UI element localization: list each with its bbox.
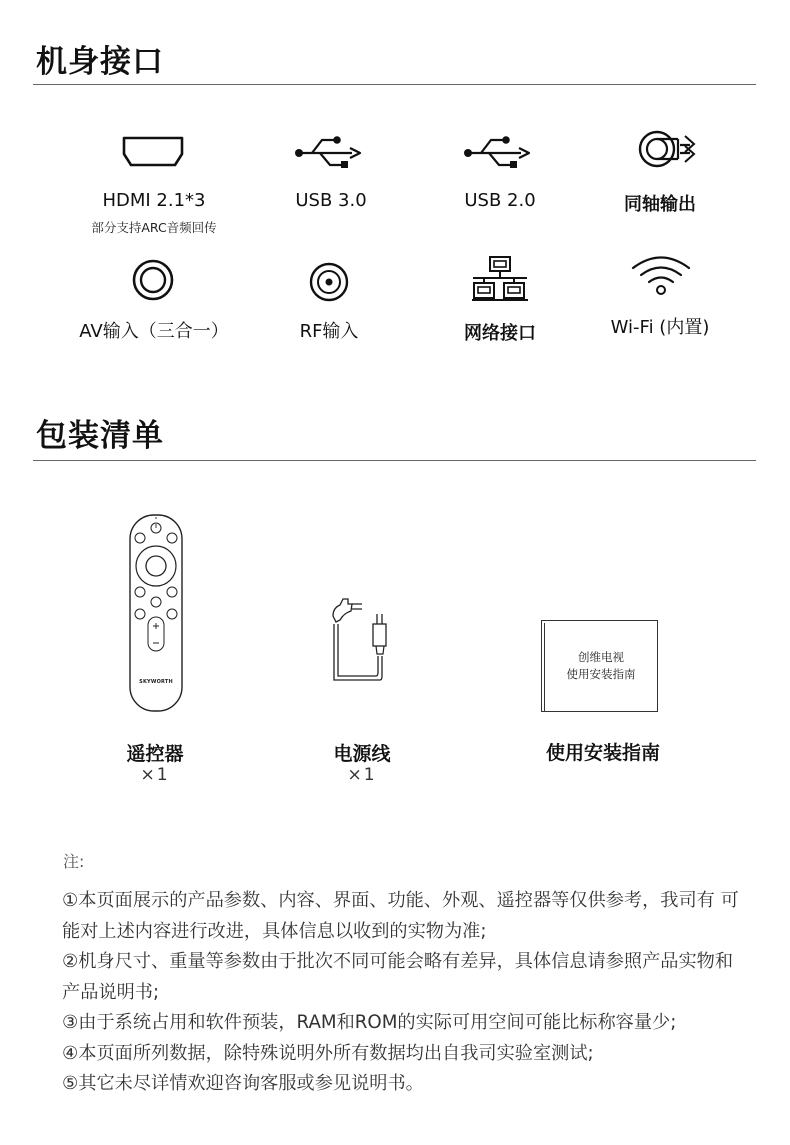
notes-heading: 注: [63,852,85,871]
port-label-wifi: Wi-Fi (内置) [610,317,710,338]
ports-section-title: 机身接口 [36,44,164,80]
usb-icon [463,134,535,170]
hdmi-port-icon [120,134,186,170]
remote-brand-text: SKYWORTH [139,679,173,685]
booklet-cover-line: 使用安装指南 [566,667,636,681]
rf-input-icon [308,261,350,303]
notes-list [62,886,742,1100]
booklet-cover-line: 创维电视 [578,650,624,664]
port-label-usb2: USB 2.0 [464,190,536,211]
av-input-icon [131,258,175,302]
coaxial-output-icon [636,128,700,170]
section-divider [33,460,756,461]
section-divider [33,84,756,85]
ethernet-network-icon [471,254,529,302]
port-label-coaxial: 同轴输出 [624,194,696,215]
package-section-title: 包装清单 [36,418,164,454]
port-label-usb3: USB 3.0 [295,190,367,211]
port-label-av: AV输入（三合一） [79,321,229,342]
note-line: ②机身尺寸、重量等参数由于批次不同可能会略有差异，具体信息请参照产品实物和产品说明书; [62,951,734,1003]
note-line: ⑤其它未尽详情欢迎咨询客服或参见说明书。 [62,1073,424,1094]
port-label-ethernet: 网络接口 [464,323,536,344]
booklet-cover-text [545,649,657,683]
package-label-power-cable: 电源线 [333,743,391,765]
package-label-remote: 遥控器 [126,743,184,765]
usb-icon [294,134,366,170]
package-label-manual: 使用安装指南 [545,742,660,764]
package-qty-power-cable: ×1 [347,765,377,785]
port-label-hdmi: HDMI 2.1*3 [102,190,206,211]
port-sublabel-hdmi: 部分支持ARC音频回传 [91,220,217,235]
power-cable-illustration [328,596,398,688]
wifi-icon [630,253,692,297]
note-line: ④本页面所列数据，除特殊说明外所有数据均出自我司实验室测试; [62,1042,594,1064]
note-line: ①本页面展示的产品参数、内容、界面、功能、外观、遥控器等仅供参考，我司有 可能对上述内容进行改进，具体信息以收到的实物为准; [62,890,739,942]
package-qty-remote: ×1 [140,765,170,785]
note-line: ③由于系统占用和软件预装，RAM和ROM的实际可用空间可能比标称容量少; [62,1012,677,1033]
port-label-rf: RF输入 [299,321,359,342]
